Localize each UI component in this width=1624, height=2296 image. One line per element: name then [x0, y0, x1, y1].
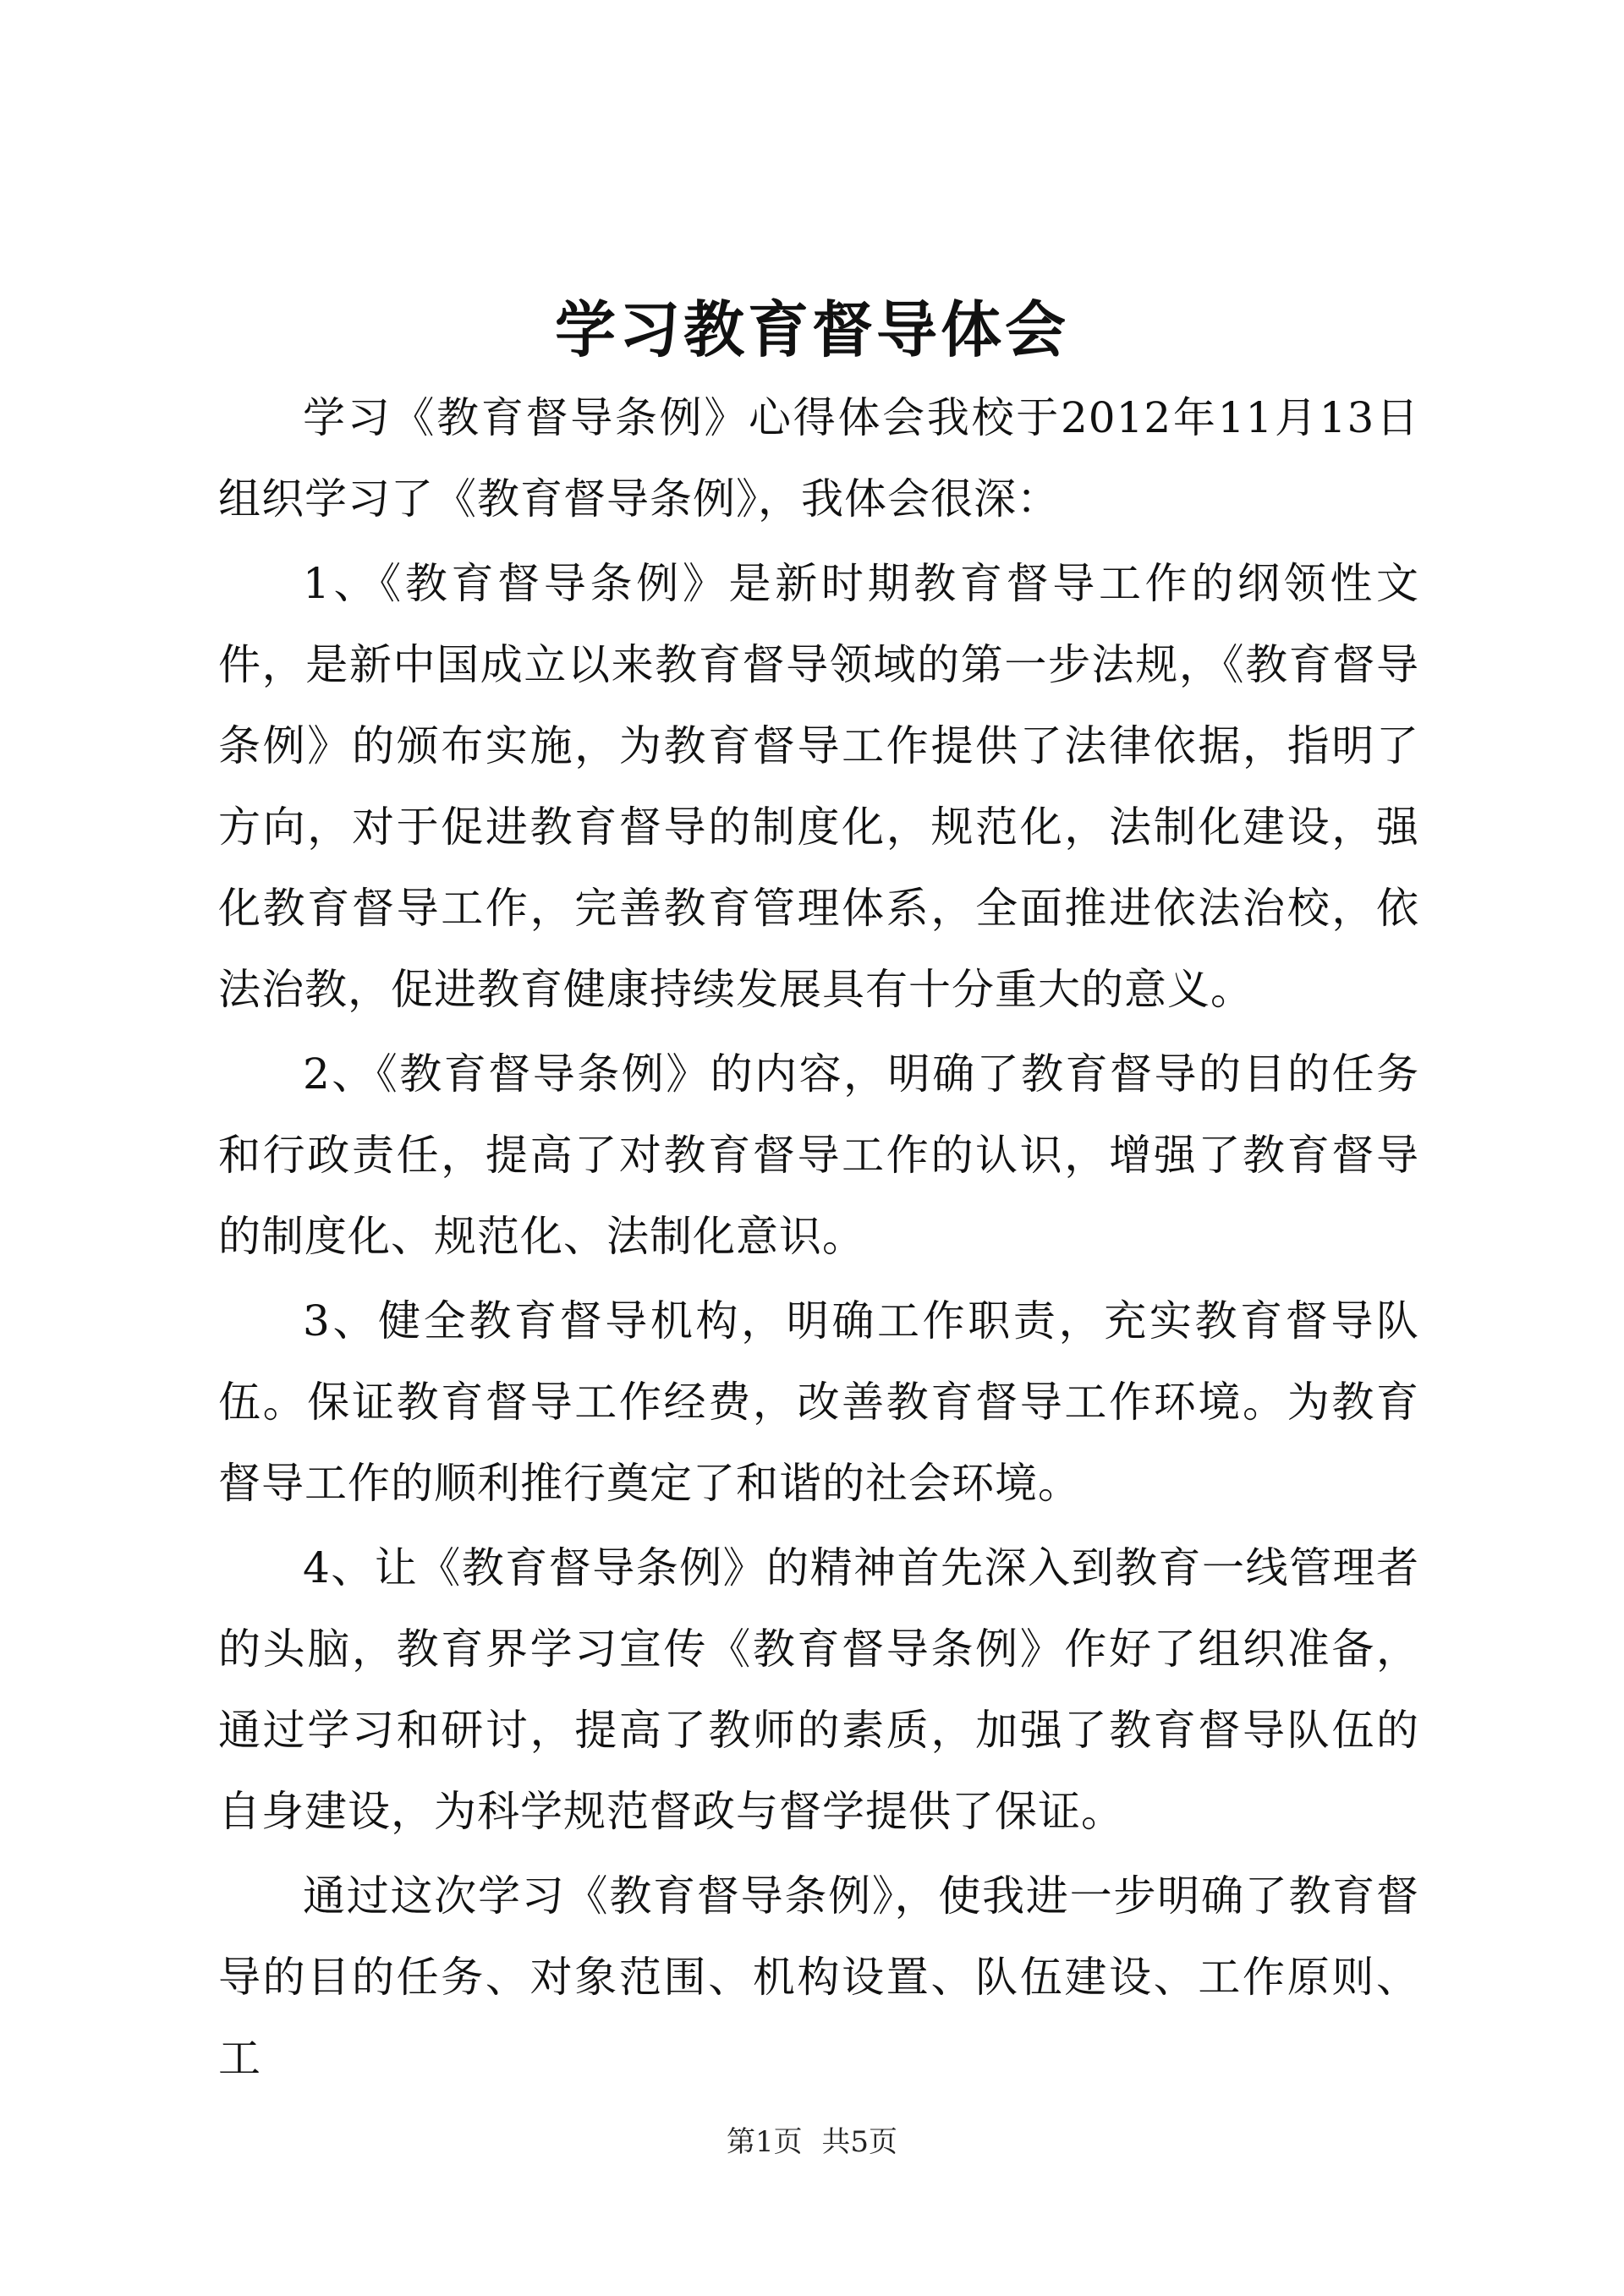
- page-footer: [0, 2121, 1624, 2163]
- paragraph-intro: 学习《教育督导条例》心得体会我校于2012年11月13日组织学习了《教育督导条例》，我体会很深：: [218, 393, 1419, 523]
- page-number: 第1页: [726, 2125, 803, 2159]
- paragraph-point-3: 3、健全教育督导机构，明确工作职责，充实教育督导队伍。保证教育督导工作经费，改善教育督导工作环境。为教育督导工作的顺利推行奠定了和谐的社会环境。: [218, 1296, 1419, 1508]
- document-body: [218, 377, 1419, 2102]
- paragraph-point-2: 2、《教育督导条例》的内容，明确了教育督导的目的任务和行政责任，提高了对教育督导工作的认识，增强了教育督导的制度化、规范化、法制化意识。: [218, 1049, 1419, 1261]
- paragraph-point-1: 1、《教育督导条例》是新时期教育督导工作的纲领性文件，是新中国成立以来教育督导领域的第一步法规，《教育督导条例》的颁布实施，为教育督导工作提供了法律依据，指明了方向，对于促进教育督导的制度化，规范化，法制化建设，强化教育督导工作，完善教育管理体系，全面推进依法治校，依法治教，促进教育健康持续发展具有十分重大的意义。: [218, 559, 1419, 1014]
- page-title: 学习教育督导体会: [554, 293, 1069, 365]
- page-total: 共5页: [821, 2125, 898, 2159]
- paragraph-point-4: 4、让《教育督导条例》的精神首先深入到教育一线管理者的头脑，教育界学习宣传《教育督导条例》作好了组织准备，通过学习和研讨，提高了教师的素质，加强了教育督导队伍的自身建设，为科学规范督政与督学提供了保证。: [218, 1543, 1419, 1836]
- paragraph-conclusion: 通过这次学习《教育督导条例》，使我进一步明确了教育督导的目的任务、对象范围、机构设置、队伍建设、工作原则、工: [218, 1871, 1419, 2083]
